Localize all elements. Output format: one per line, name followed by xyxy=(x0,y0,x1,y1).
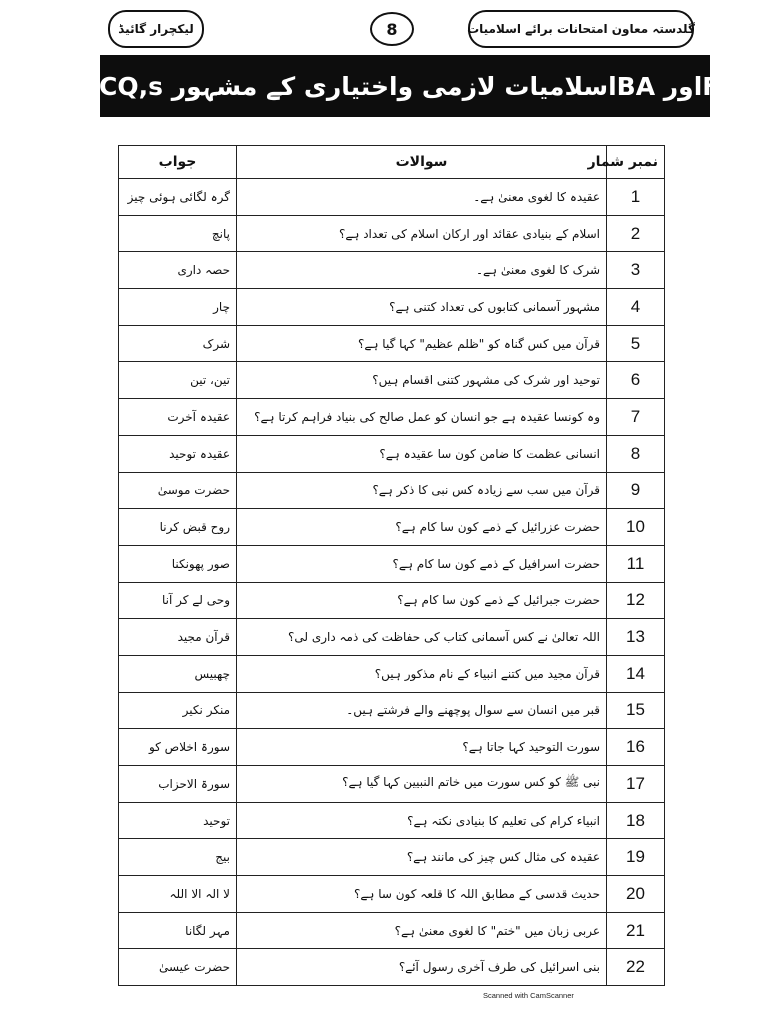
banner-title: FAاور BAاسلامیات لازمی واختیاری کے مشہور MCQ,s xyxy=(74,71,736,101)
table-row xyxy=(119,766,665,803)
table-row xyxy=(119,729,665,766)
answer-cell: حصہ داری xyxy=(119,252,237,289)
answer-cell: بیج xyxy=(119,839,237,876)
row-number: 8 xyxy=(607,435,665,472)
row-number: 14 xyxy=(607,655,665,692)
table-row xyxy=(119,325,665,362)
question-cell: انسانی عظمت کا ضامن کون سا عقیدہ ہے؟ xyxy=(237,435,607,472)
row-number: 1 xyxy=(607,179,665,216)
answer-cell: قرآن مجید xyxy=(119,619,237,656)
title-banner xyxy=(74,55,736,117)
question-cell: وہ کونسا عقیدہ ہے جو انسان کو عمل صالح کی بنیاد فراہم کرتا ہے؟ xyxy=(237,399,607,436)
table-row xyxy=(119,692,665,729)
row-number: 6 xyxy=(607,362,665,399)
answer-cell: عقیدہ توحید xyxy=(119,435,237,472)
question-cell: اللہ تعالیٰ نے کس آسمانی کتاب کی حفاظت کی ذمہ داری لی؟ xyxy=(237,619,607,656)
answer-cell: سورۃ اخلاص کو xyxy=(119,729,237,766)
row-number: 3 xyxy=(607,252,665,289)
answer-cell: پانچ xyxy=(119,215,237,252)
mcq-table xyxy=(118,145,665,986)
page-number: 8 xyxy=(370,12,414,46)
row-number: 10 xyxy=(607,509,665,546)
question-cell: قرآن میں کس گناہ کو "ظلم عظیم" کہا گیا ہے؟ xyxy=(237,325,607,362)
row-number: 9 xyxy=(607,472,665,509)
question-cell: قبر میں انسان سے سوال پوچھنے والے فرشتے ہیں۔ xyxy=(237,692,607,729)
table-row xyxy=(119,472,665,509)
question-cell: عقیدہ کی مثال کس چیز کی مانند ہے؟ xyxy=(237,839,607,876)
question-cell: انبیاء کرام کی تعلیم کا بنیادی نکتہ ہے؟ xyxy=(237,802,607,839)
table-row xyxy=(119,509,665,546)
row-number: 15 xyxy=(607,692,665,729)
answer-cell: چار xyxy=(119,289,237,326)
header-number: نمبر شمار xyxy=(607,146,665,179)
answer-cell: وحی لے کر آنا xyxy=(119,582,237,619)
table-row xyxy=(119,289,665,326)
row-number: 7 xyxy=(607,399,665,436)
table-row xyxy=(119,252,665,289)
row-number: 16 xyxy=(607,729,665,766)
header-question: سوالات xyxy=(237,146,607,179)
scanner-note: Scanned with CamScanner xyxy=(483,991,574,1000)
answer-cell: حضرت عیسیٰ xyxy=(119,949,237,986)
answer-cell: توحید xyxy=(119,802,237,839)
row-number: 12 xyxy=(607,582,665,619)
answer-cell: تین، تین xyxy=(119,362,237,399)
table-row xyxy=(119,399,665,436)
table-row xyxy=(119,839,665,876)
header-answer: جواب xyxy=(119,146,237,179)
question-cell: حضرت عزرائیل کے ذمے کون سا کام ہے؟ xyxy=(237,509,607,546)
answer-cell: صور پھونکنا xyxy=(119,545,237,582)
question-cell: حضرت اسرافیل کے ذمے کون سا کام ہے؟ xyxy=(237,545,607,582)
table-row xyxy=(119,215,665,252)
answer-cell: منکر نکیر xyxy=(119,692,237,729)
question-cell: توحید اور شرک کی مشہور کتنی اقسام ہیں؟ xyxy=(237,362,607,399)
row-number: 21 xyxy=(607,912,665,949)
question-cell: قرآن مجید میں کتنے انبیاء کے نام مذکور ہیں؟ xyxy=(237,655,607,692)
answer-cell: حضرت موسیٰ xyxy=(119,472,237,509)
question-cell: شرک کا لغوی معنیٰ ہے۔ xyxy=(237,252,607,289)
row-number: 13 xyxy=(607,619,665,656)
question-cell: عقیدہ کا لغوی معنیٰ ہے۔ xyxy=(237,179,607,216)
table-row xyxy=(119,655,665,692)
row-number: 20 xyxy=(607,876,665,913)
row-number: 11 xyxy=(607,545,665,582)
question-cell: مشہور آسمانی کتابوں کی تعداد کتنی ہے؟ xyxy=(237,289,607,326)
guide-label: لیکچرار گائیڈ xyxy=(108,10,204,48)
answer-cell: چھبیس xyxy=(119,655,237,692)
table-row xyxy=(119,949,665,986)
book-title-label: گلدستہ معاون امتحانات برائے اسلامیات xyxy=(468,10,694,48)
row-number: 2 xyxy=(607,215,665,252)
row-number: 17 xyxy=(607,766,665,803)
question-cell: حدیث قدسی کے مطابق اللہ کا قلعہ کون سا ہے؟ xyxy=(237,876,607,913)
question-cell: عربی زبان میں "ختم" کا لغوی معنیٰ ہے؟ xyxy=(237,912,607,949)
answer-cell: لا الہ الا اللہ xyxy=(119,876,237,913)
table-row xyxy=(119,876,665,913)
table-row xyxy=(119,912,665,949)
row-number: 18 xyxy=(607,802,665,839)
question-cell: نبی ﷺ کو کس سورت میں خاتم النبیین کہا گیا ہے؟ xyxy=(237,766,607,803)
table-row xyxy=(119,545,665,582)
answer-cell: گرہ لگائی ہوئی چیز xyxy=(119,179,237,216)
table-row xyxy=(119,802,665,839)
question-cell: بنی اسرائیل کی طرف آخری رسول آئے؟ xyxy=(237,949,607,986)
question-cell: حضرت جبرائیل کے ذمے کون سا کام ہے؟ xyxy=(237,582,607,619)
row-number: 19 xyxy=(607,839,665,876)
table-row xyxy=(119,619,665,656)
table-row xyxy=(119,179,665,216)
row-number: 22 xyxy=(607,949,665,986)
answer-cell: سورۃ الاحزاب xyxy=(119,766,237,803)
row-number: 4 xyxy=(607,289,665,326)
row-number: 5 xyxy=(607,325,665,362)
table-row xyxy=(119,582,665,619)
answer-cell: روح قبض کرنا xyxy=(119,509,237,546)
table-row xyxy=(119,435,665,472)
question-cell: اسلام کے بنیادی عقائد اور ارکان اسلام کی تعداد ہے؟ xyxy=(237,215,607,252)
answer-cell: شرک xyxy=(119,325,237,362)
answer-cell: عقیدہ آخرت xyxy=(119,399,237,436)
answer-cell: مہر لگانا xyxy=(119,912,237,949)
question-cell: سورت التوحید کہا جاتا ہے؟ xyxy=(237,729,607,766)
question-cell: قرآن میں سب سے زیادہ کس نبی کا ذکر ہے؟ xyxy=(237,472,607,509)
table-header-row xyxy=(119,146,665,179)
table-row xyxy=(119,362,665,399)
